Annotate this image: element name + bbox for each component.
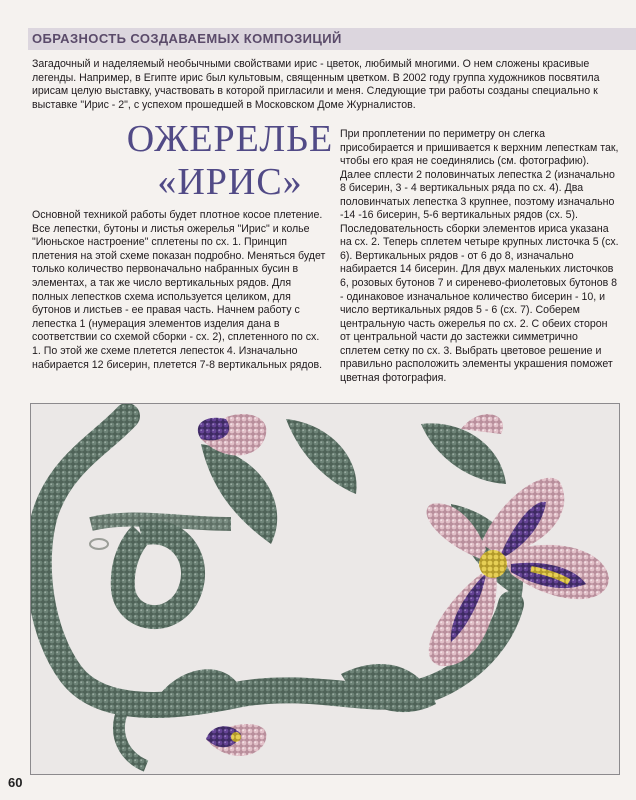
necklace-photo — [30, 403, 620, 775]
article-title-line-1: ОЖЕРЕЛЬЕ — [126, 118, 334, 160]
page-header — [0, 0, 636, 48]
article-title-line-2: «ИРИС» — [157, 161, 303, 203]
intro-paragraph: Загадочный и наделяемый необычными свойствами ирис - цветок, любимый многими. О нем сложены красивые легенды. Например, в Египте ирис был культовым, священным цветком. В 2002 году группа художников посвятила ирисам целую выставку, участвовать в которой пригласили и меня. Следующие три работы созданы специально к выставке "Ирис - 2", с успехом прошедшей в Московском Доме Журналистов. — [32, 58, 600, 111]
article-title — [120, 118, 340, 204]
left-column-text: Основной техникой работы будет плотное косое плетение. Все лепестки, бутоны и листья ожерелья "Ирис" и колье "Июньское настроение" сплетены по сх. 1. Принцип плетения на этой схеме показан подробно. Меняться будет только количество первоначально набранных бусин в элементах, а так же число вертикальных рядов. Для полных лепестков схема используется целиком, для бутонов и листьев - ее правая часть. Начнем работу с лепестка 1 (нумерация элементов изделия дана в соответствии со схемой сборки - сх. 2), сплетенного по сх. 1. По этой же схеме плетется лепесток 4. Изначально набирается 12 бисерин, плетется 7-8 вертикальных рядов. — [32, 209, 326, 371]
page-number: 60 — [8, 775, 23, 790]
right-column-text: При проплетении по периметру он слегка присобирается и пришивается к верхним лепесткам так, чтобы его края не соединялись (см. фотографию). Далее сплести 2 половинчатых лепестка 2 (изначально 8 бисерин, 3 - 4 вертикальных ряда по сх. 4). Два половинчатых лепестка 3 крупнее, поэтому изначально -14 -16 бисерин, 5-6 вертикальных рядов (сх. 5). Последовательность сборки элементов ириса указана на сх. 2. Теперь сплетем четыре крупных листочка 5 (сх. 6). Вертикальных рядов - от 6 до 8, изначально набирается 14 бисерин. Для двух маленьких листочков 6, розовых бутонов 7 и сиренево-фиолетовых бутонов 8 - одинаковое изначальное количество бисерин - 10, и число вертикальных рядов 5 - 6 (сх. 7). Соберем центральную часть ожерелья по сх. 2. С обеих сторон от центральной части до застежки симметрично сплетем сетку по сх. 3. Выбрать цветовое решение и правильно расположить элементы украшения поможет цветная фотография. — [340, 128, 619, 384]
section-title: ОБРАЗНОСТЬ СОЗДАВАЕМЫХ КОМПОЗИЦИЙ — [32, 31, 342, 46]
